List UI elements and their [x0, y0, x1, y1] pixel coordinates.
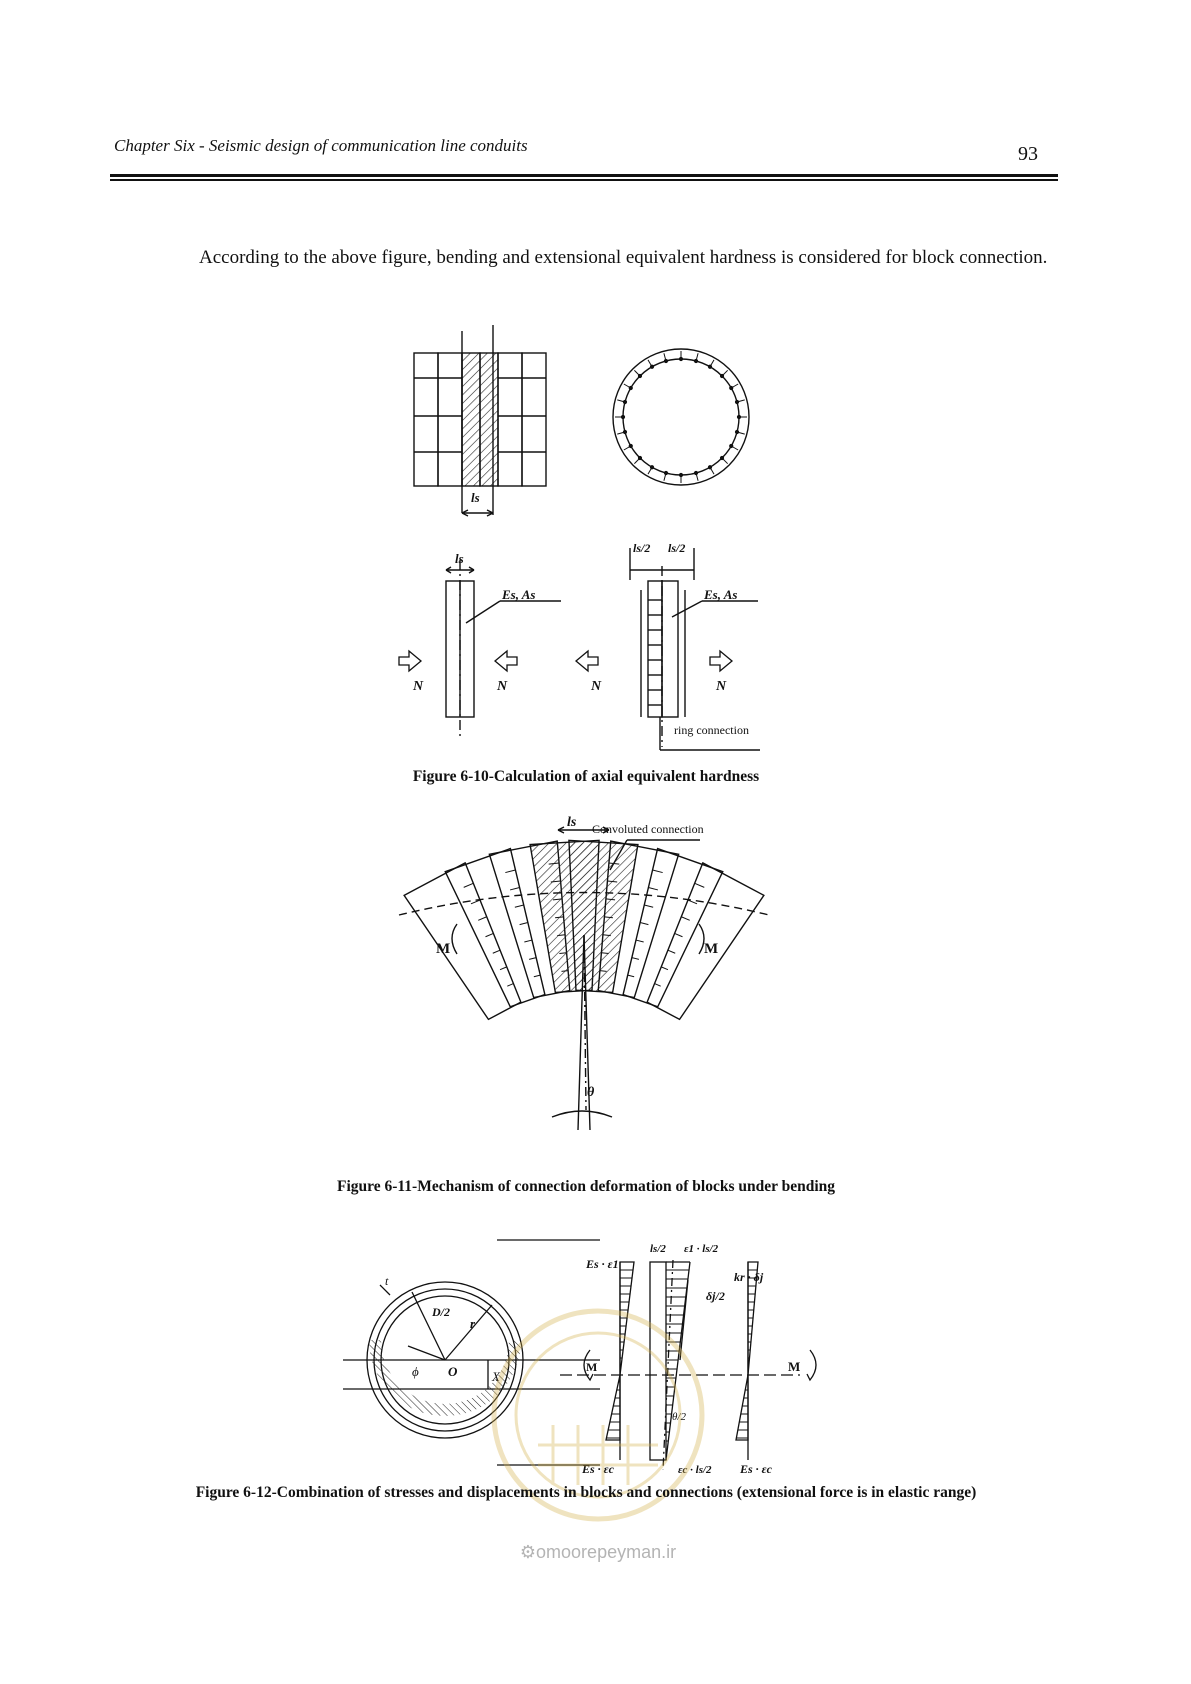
label-ls-top: ls: [471, 490, 480, 505]
label-es-as-right: Es, As: [704, 587, 738, 602]
label-d2: D/2: [432, 1305, 450, 1319]
plate-ring-connection: [576, 548, 760, 750]
label-es-as-left: Es, As: [502, 587, 536, 602]
label-e1-ls2: ε1 · ls/2: [684, 1243, 719, 1255]
watermark-text: omoorepeyman.ir: [536, 1542, 677, 1562]
label-ls-left: ls: [455, 551, 464, 566]
label-theta2: θ/2: [672, 1411, 686, 1423]
label-n-2: N: [497, 679, 508, 694]
label-theta: θ: [587, 1085, 595, 1100]
label-convoluted-connection: Convoluted connection: [592, 822, 704, 836]
figure-6-10: [0, 0, 1191, 760]
watermark: [493, 1542, 703, 1563]
label-kr-dj: kr · δj: [734, 1270, 764, 1284]
label-x: X: [492, 1369, 500, 1384]
label-m-right-612: M: [788, 1359, 801, 1374]
gear-logo-icon: ⚙: [519, 1542, 537, 1562]
label-es-ec-right: Es · εc: [740, 1462, 772, 1476]
label-es-e1: Es · ε1: [586, 1257, 619, 1271]
block-elevation: [414, 325, 546, 516]
label-es-ec-left: Es · εc: [582, 1462, 614, 1476]
label-n-3: N: [591, 679, 602, 694]
label-n-1: N: [413, 679, 424, 694]
label-ring-connection: ring connection: [674, 723, 749, 737]
stress-diagram-connection: [736, 1262, 758, 1460]
label-ls2-b: ls/2: [668, 541, 686, 555]
plate-single: [399, 560, 561, 737]
label-n-4: N: [716, 679, 727, 694]
label-m-left-612: M: [586, 1360, 598, 1374]
ring-bolts: [615, 351, 747, 483]
ring-section: [613, 349, 749, 485]
label-ls2-a: ls/2: [633, 541, 651, 555]
label-r: r: [470, 1316, 476, 1331]
label-dj2: δj/2: [706, 1289, 725, 1303]
label-ls2-top: ls/2: [650, 1243, 666, 1255]
label-ls-bend: ls: [567, 815, 577, 830]
figure-6-12-caption: Figure 6-12-Combination of stresses and displacements in blocks and connections (extensional force is in elastic range): [195, 1484, 977, 1501]
figure-6-11: [0, 805, 1191, 1225]
page-number: 93: [1018, 143, 1038, 165]
intro-paragraph: According to the above figure, bending and extensional equivalent hardness is considered for block connection.: [199, 247, 1048, 268]
label-t: t: [385, 1274, 389, 1288]
figure-6-10-caption: Figure 6-10-Calculation of axial equivalent hardness: [412, 768, 760, 785]
label-m-right: M: [704, 941, 719, 957]
figure-6-11-caption: Figure 6-11-Mechanism of connection deformation of blocks under bending: [336, 1178, 836, 1195]
chapter-title: Chapter Six - Seismic design of communication line conduits: [114, 136, 528, 155]
label-m-left: M: [436, 941, 451, 957]
label-o: O: [448, 1364, 458, 1379]
label-phi: ϕ: [412, 1364, 419, 1379]
label-ec-ls2: εc · ls/2: [678, 1464, 712, 1476]
